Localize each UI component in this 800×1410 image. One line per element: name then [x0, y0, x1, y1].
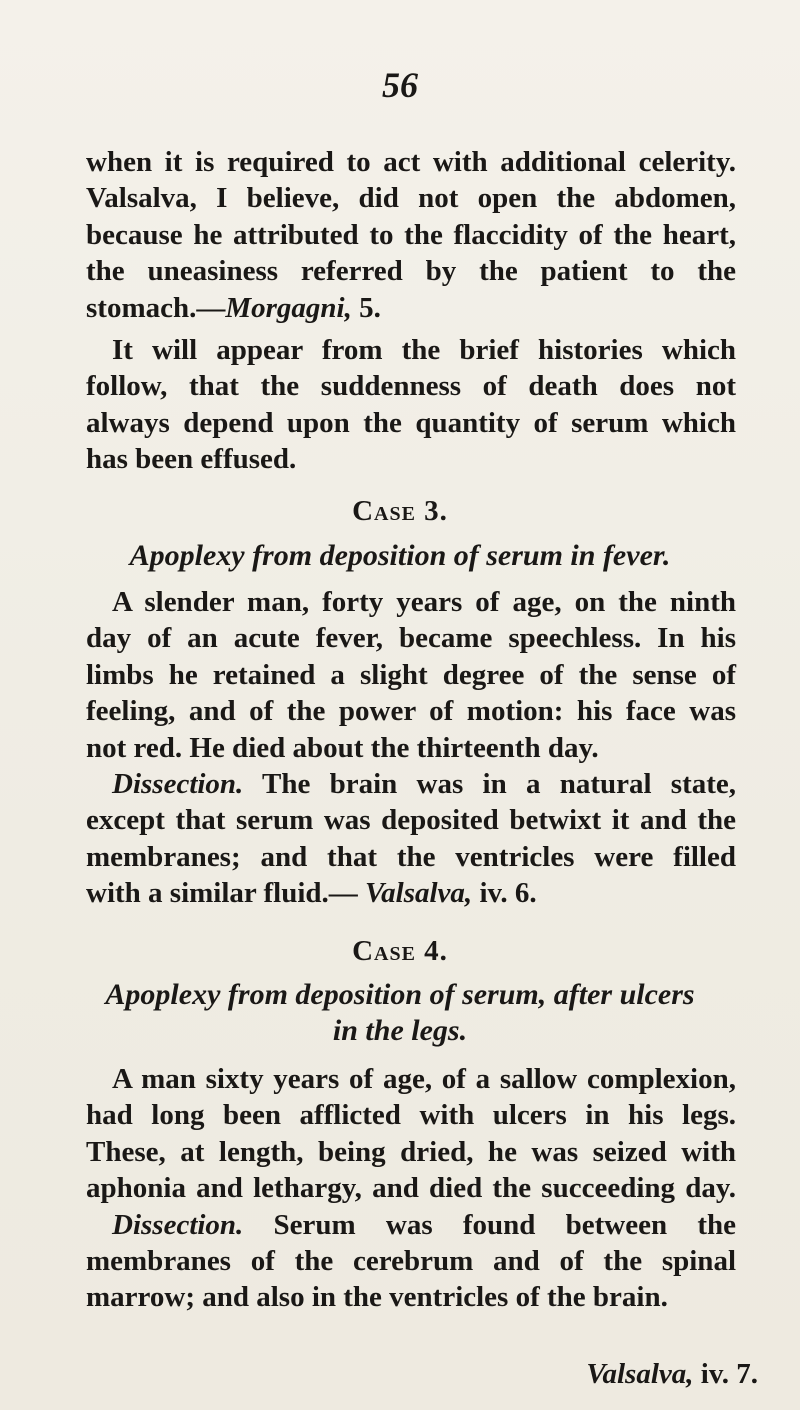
para-line: always depend upon the quantity of serum which [86, 406, 736, 439]
intro-line: Valsalva, I believe, did not open the abdomen, [86, 182, 736, 215]
case-line: limbs he retained a slight degree of the sense of [86, 658, 736, 691]
case-4-body [86, 1061, 736, 1316]
case-line: A slender man, forty years of age, on the ninth [112, 586, 736, 618]
dissection-line: with a similar fluid.— Valsalva, iv. 6. [86, 877, 537, 910]
para-line: follow, that the suddenness of death does not [86, 370, 736, 403]
dissection-label: Dissection. [112, 768, 244, 801]
intro-paragraph [86, 144, 736, 326]
page-number: 56 [382, 65, 418, 105]
case-line: feeling, and of the power of motion: his face was [86, 695, 736, 728]
case-line: aphonia and lethargy, and died the succeeding day. [86, 1172, 736, 1205]
para-line: It will appear from the brief histories which [112, 334, 736, 366]
dissection-line: membranes; and that the ventricles were filled [86, 840, 736, 873]
case-line: had long been afflicted with ulcers in his legs. [86, 1099, 736, 1132]
case-line: not red. He died about the thirteenth day. [86, 731, 599, 764]
case-line: These, at length, being dried, he was seized with [86, 1135, 736, 1168]
intro-text: stomach.— [86, 291, 226, 324]
case-4-heading: Case 4. [352, 935, 448, 967]
citation-ref: iv. 6. [472, 877, 537, 910]
dissection-line: marrow; and also in the ventricles of the brain. [86, 1281, 668, 1314]
intro-line: the uneasiness referred by the patient to the [86, 255, 736, 288]
case-4-title: Apoplexy from deposition of serum, after ulcers in the legs. [105, 978, 695, 1047]
intro-line [86, 290, 736, 326]
citation-ref: 5. [351, 291, 381, 324]
dissection-label: Dissection. [112, 1208, 244, 1241]
case-4-citation [0, 1358, 758, 1391]
case-3-heading: Case 3. [352, 495, 448, 527]
case-line: day of an acute fever, became speechless. In his [86, 622, 736, 655]
citation-valsalva: Valsalva, [365, 877, 473, 910]
citation-ref: iv. 7. [693, 1358, 758, 1390]
case-3-body [86, 584, 736, 912]
dissection-line: membranes of the cerebrum and of the spinal [86, 1245, 736, 1278]
para-line: has been effused. [86, 443, 297, 476]
citation-morgagni: Morgagni, [225, 291, 352, 324]
dissection-line: Dissection. Serum was found between the [112, 1208, 736, 1241]
case-3-title: Apoplexy from deposition of serum in fever. [129, 539, 671, 572]
dissection-line: Dissection. The brain was in a natural state, [112, 768, 736, 801]
intro-line: because he attributed to the flaccidity of the heart, [86, 218, 736, 251]
intro-line: when it is required to act with additional celerity. [86, 146, 736, 178]
case-line: A man sixty years of age, of a sallow complexion, [112, 1063, 736, 1095]
dissection-line: except that serum was deposited betwixt it and the [86, 804, 736, 837]
citation-valsalva: Valsalva, [586, 1358, 694, 1390]
paragraph-2 [86, 332, 736, 478]
